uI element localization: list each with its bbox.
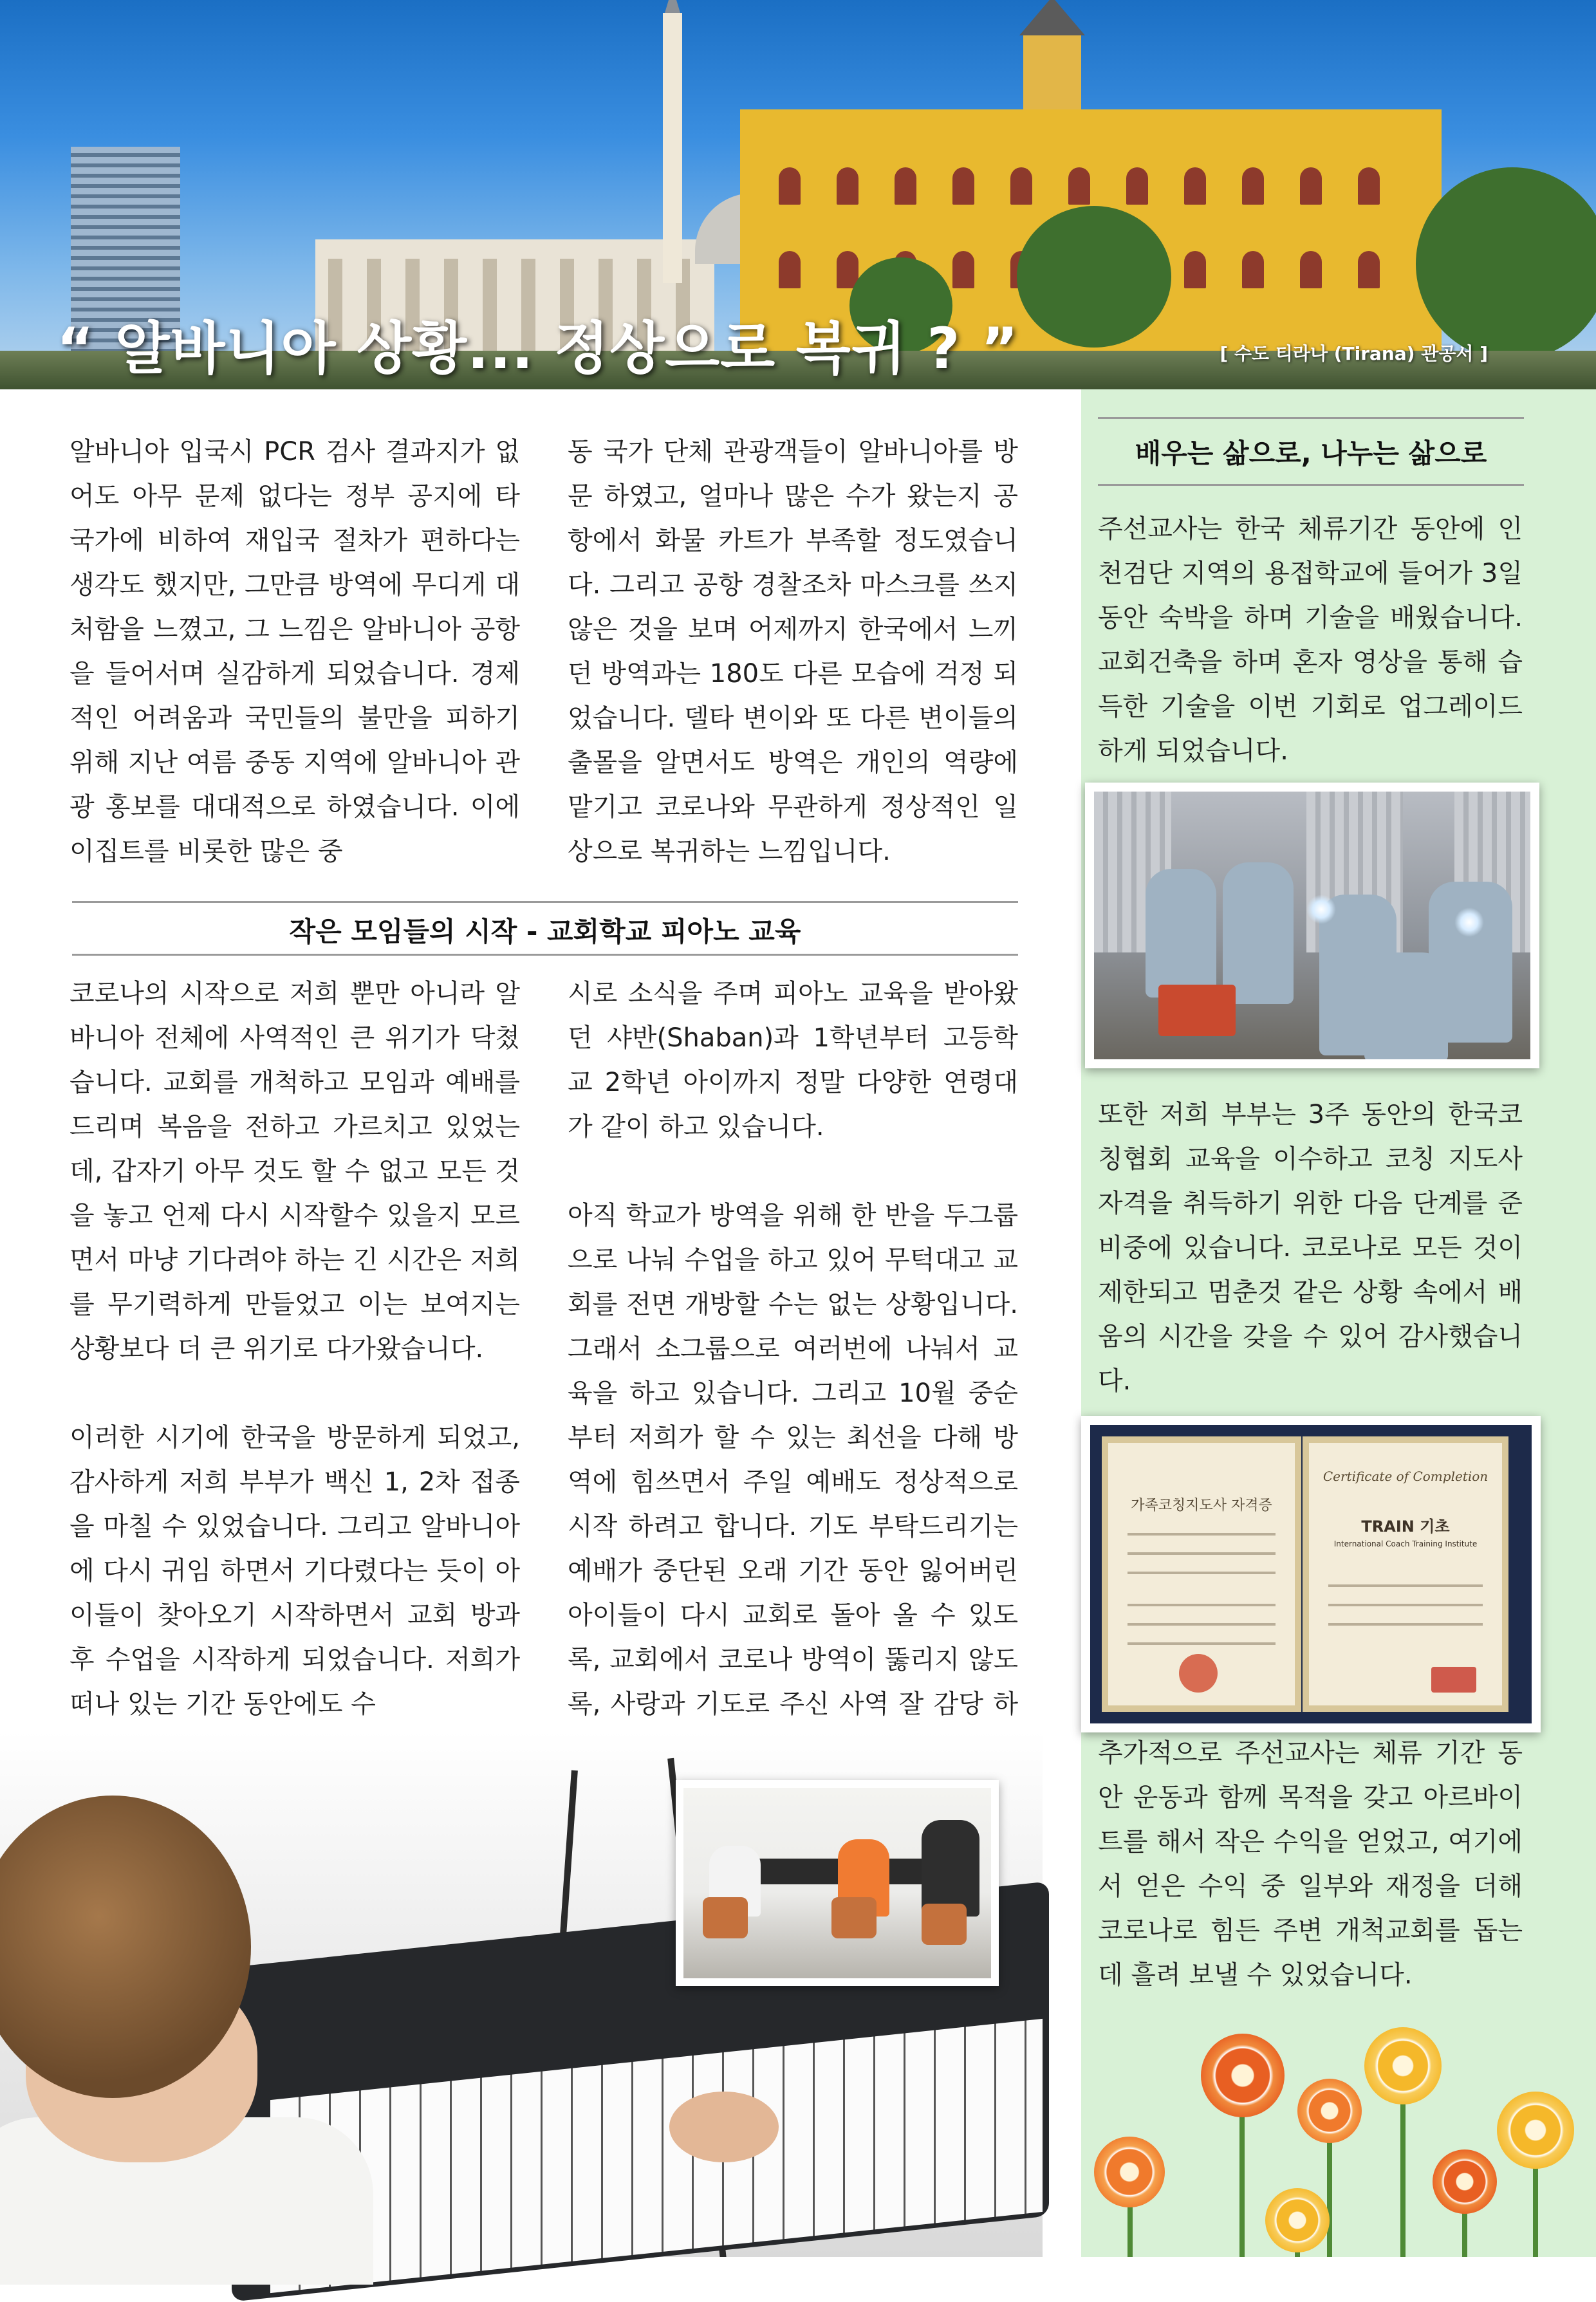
section-rule-bottom: [72, 954, 1018, 956]
sidebar-rule-top: [1098, 417, 1524, 419]
intro-left-text: 알바니아 입국시 PCR 검사 결과지가 없어도 아무 문제 없다는 정부 공지에 타 국가에 비하여 재입국 절차가 편하다는 생각도 했지만, 그만큼 방역에 무디게 대처함을 느꼈고, 그 느낌은 알바니아 공항을 들어서며 실감하게 되었습니다. 경제적인 어려움과 국민들의 불만을 피하기 위해 지난 여름 중동 지역에 알바니아 관광 홍보를 대대적으로 하였습니다. 이에 이집트를 비롯한 많은 중: [70, 437, 520, 866]
sidebar-rule-bottom: [1098, 484, 1524, 486]
intro-column-right: [568, 430, 1018, 874]
coach-certificate: [1102, 1436, 1301, 1712]
train-certificate-script: Certificate of Completion: [1322, 1469, 1489, 1484]
train-certificate-title: TRAIN 기초: [1361, 1518, 1450, 1536]
page-title: “ 알바니아 상황... 정상으로 복귀 ? ”: [57, 315, 1019, 382]
body-column-right: [568, 972, 1018, 1771]
certificates-photo: [1081, 1416, 1541, 1732]
section-title: 작은 모임들의 시작 - 교회학교 피아노 교육: [289, 916, 801, 947]
train-certificate: [1303, 1436, 1508, 1712]
minaret: [663, 13, 682, 283]
photo-caption: [ 수도 티라나 (Tirana) 관공서 ]: [1220, 343, 1488, 364]
body-right-paragraph-2: 아직 학교가 방역을 위해 한 반을 두그룹으로 나눠 수업을 하고 있어 무턱대고 교회를 전면 개방할 수는 없는 상황입니다. 그래서 소그룹으로 여러번에 나눠서 교육을 하고 있습니다. 그리고 10월 중순부터 저희가 할 수 있는 최선을 다해 방역에 힘쓰면서 주일 예배도 정상적으로 시작 하려고 합니다. 기도 부탁드리기는 예배가 중단된 오래 기간 동안 잃어버린 아이들이 다시 교회로 돌아 올 수 있도록, 교회에서 코로나 방역이 뚫리지 않도록, 사랑과 기도로 주신 사역 잘 감당 하: [568, 1201, 1018, 1719]
body-left-paragraph-1: 코로나의 시작으로 저희 뿐만 아니라 알바니아 전체에 사역적인 큰 위기가 닥쳤습니다. 교회를 개척하고 모임과 예배를 드리며 복음을 전하고 가르치고 있었는데, 갑자기 아무 것도 할 수 없고 모든 것을 놓고 언제 다시 시작할수 있을지 모르면서 마냥 기다려야 하는 긴 시간은 저희를 무기력하게 만들었고 이는 보여지는 상황보다 더 큰 위기로 다가왔습니다.: [70, 979, 520, 1364]
sidebar-paragraph-1: 주선교사는 한국 체류기간 동안에 인천검단 지역의 용접학교에 들어가 3일 동안 숙박을 하며 기술을 배웠습니다. 교회건축을 하며 혼자 영상을 통해 습득한 기술을 이번 기회로 업그레이드하게 되었습니다.: [1098, 514, 1523, 766]
header-photo: [0, 0, 1596, 389]
body-column-left: [70, 972, 520, 1727]
sidebar-paragraph-3: 추가적으로 주선교사는 체류 기간 동안 운동과 함께 목적을 갖고 아르바이트를 해서 작은 수익을 얻었고, 여기에서 얻은 수익 중 일부와 재정을 더해 코로나로 힘든 주변 개척교회를 돕는데 흘려 보낼 수 있었습니다.: [1098, 1738, 1523, 1990]
intro-right-text: 동 국가 단체 관광객들이 알바니아를 방문 하였고, 얼마나 많은 수가 왔는지 공항에서 화물 카트가 부족할 정도였습니다. 그리고 공항 경찰조차 마스크를 쓰지 않은 것을 보며 어제까지 한국에서 느끼던 방역과는 180도 다른 모습에 걱정 되었습니다. 델타 변이와 또 다른 변이들의 출몰을 알면서도 방역은 개인의 역량에 맡기고 코로나와 무관하게 정상적인 일상으로 복귀하는 느낌입니다.: [568, 437, 1018, 866]
welding-photo: [1085, 783, 1539, 1068]
sidebar-paragraph-2: 또한 저희 부부는 3주 동안의 한국코칭협회 교육을 이수하고 코칭 지도사 자격을 취득하기 위한 다음 단계를 준비중에 있습니다. 코로나로 모든 것이 제한되고 멈춘것 같은 상황 속에서 배움의 시간을 갖을 수 있어 감사했습니다.: [1098, 1100, 1523, 1396]
kid-3: [922, 1820, 979, 1917]
train-certificate-org: International Coach Training Institute: [1333, 1539, 1478, 1548]
intro-column-left: [70, 430, 520, 874]
section-rule-top: [72, 901, 1018, 903]
body-left-paragraph-2: 이러한 시기에 한국을 방문하게 되었고, 감사하게 저희 부부가 백신 1, 2차 접종을 마칠 수 있었습니다. 그리고 알바니아에 다시 귀임 하면서 기다렸다는 듯이 아이들이 찾아오기 시작하면서 교회 방과후 수업을 시작하게 되었습니다. 저희가 떠나 있는 기간 동안에도 수: [70, 1423, 520, 1719]
kids-piano-photo: [676, 1780, 999, 1986]
body-right-paragraph-1: 시로 소식을 주며 피아노 교육을 받아왔던 샤반(Shaban)과 1학년부터 고등학교 2학년 아이까지 정말 다양한 연령대가 같이 하고 있습니다.: [568, 979, 1018, 1142]
coach-certificate-title: 가족코칭지도사 자격증: [1131, 1498, 1272, 1514]
sidebar-title: 배우는 삶으로, 나누는 삶으로: [1135, 438, 1487, 469]
boy-hand: [669, 2092, 779, 2162]
